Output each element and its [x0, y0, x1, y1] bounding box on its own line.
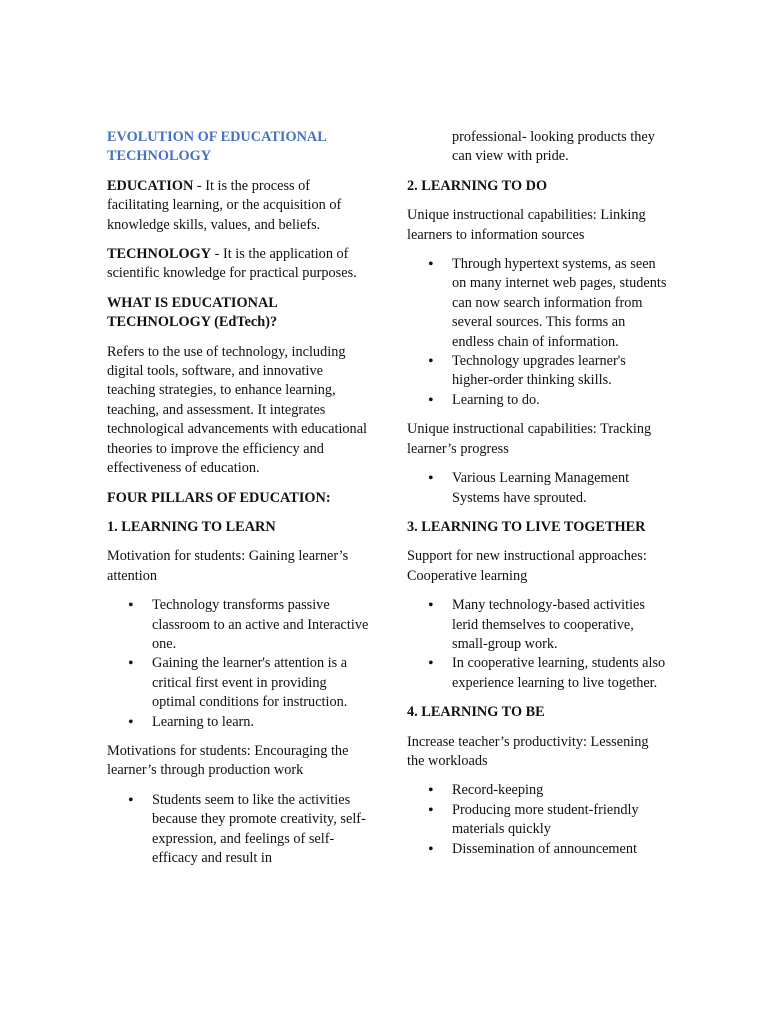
list-item-continuation: professional- looking products they can view with pride. — [452, 129, 655, 165]
technology-text: - It is the application of scientific knowledge for practical purposes. — [107, 246, 357, 282]
learning-to-learn-list-2 — [107, 791, 369, 869]
learning-to-do-intro-1: Unique instructional capabilities: Linking learners to information sources — [407, 207, 646, 243]
document-title: EVOLUTION OF EDUCATIONAL TECHNOLOGY — [107, 129, 326, 165]
list-item: • Many technology-based activities lerid themselves to cooperative, small-group work. — [452, 596, 669, 654]
education-term: EDUCATION — [107, 177, 194, 194]
edtech-heading: WHAT IS EDUCATIONAL TECHNOLOGY (EdTech)? — [107, 294, 278, 331]
learning-to-do-list-1 — [407, 255, 669, 410]
technology-definition — [107, 245, 369, 284]
learning-to-learn-heading: 1. LEARNING TO LEARN — [107, 518, 276, 535]
list-item: • Gaining the learner's attention is a critical first event in providing optimal conditions for instruction. — [152, 654, 369, 712]
learning-to-be-heading: 4. LEARNING TO BE — [407, 704, 545, 721]
edtech-definition: Refers to the use of technology, including digital tools, software, and innovative teaching strategies, to enhance learning, teaching, and assessment. It integrates technological advancements with educational theories to improve the efficiency and effectiveness of education. — [107, 343, 368, 477]
learning-to-live-together-list — [407, 596, 669, 693]
list-item: • Technology transforms passive classroom to an active and Interactive one. — [152, 596, 369, 654]
learning-to-learn-list-1 — [107, 596, 369, 732]
learning-to-be-intro: Increase teacher’s productivity: Lessening the workloads — [407, 733, 649, 769]
technology-term: TECHNOLOGY — [107, 246, 212, 263]
learning-to-do-list-2 — [407, 469, 669, 508]
learning-to-do-intro-2: Unique instructional capabilities: Tracking learner’s progress — [407, 421, 652, 457]
learning-to-live-together-intro: Support for new instructional approaches: Cooperative learning — [407, 548, 647, 584]
list-item: • Students seem to like the activities because they promote creativity, self-expression, and feelings of self- efficacy and result in — [152, 791, 369, 869]
list-item: • In cooperative learning, students also experience learning to live together. — [452, 654, 669, 693]
list-item: • Learning to do. — [452, 391, 669, 410]
list-item: • Technology upgrades learner's higher-order thinking skills. — [452, 352, 669, 391]
education-text: - It is the process of facilitating learning, or the acquisition of knowledge skills, values, and beliefs. — [107, 177, 342, 233]
list-item: • Learning to learn. — [152, 713, 369, 732]
learning-to-learn-intro-2: Motivations for students: Encouraging the learner’s through production work — [107, 742, 349, 779]
list-item: • Producing more student-friendly materials quickly — [452, 801, 669, 840]
list-item: • Record-keeping — [452, 781, 669, 800]
list-item: • Dissemination of announcement — [452, 840, 669, 859]
learning-to-live-together-heading: 3. LEARNING TO LIVE TOGETHER — [407, 518, 646, 535]
left-column — [107, 128, 369, 868]
learning-to-be-list — [407, 781, 669, 859]
learning-to-do-heading: 2. LEARNING TO DO — [407, 177, 548, 194]
education-definition — [107, 177, 369, 235]
pillars-heading: FOUR PILLARS OF EDUCATION: — [107, 489, 331, 506]
list-item: • Through hypertext systems, as seen on many internet web pages, students can now search information from several sources. This forms an endless chain of information. — [452, 255, 669, 352]
right-column — [407, 128, 669, 869]
learning-to-learn-intro-1: Motivation for students: Gaining learner’s attention — [107, 548, 349, 584]
list-item: • Various Learning Management Systems have sprouted. — [452, 469, 669, 508]
